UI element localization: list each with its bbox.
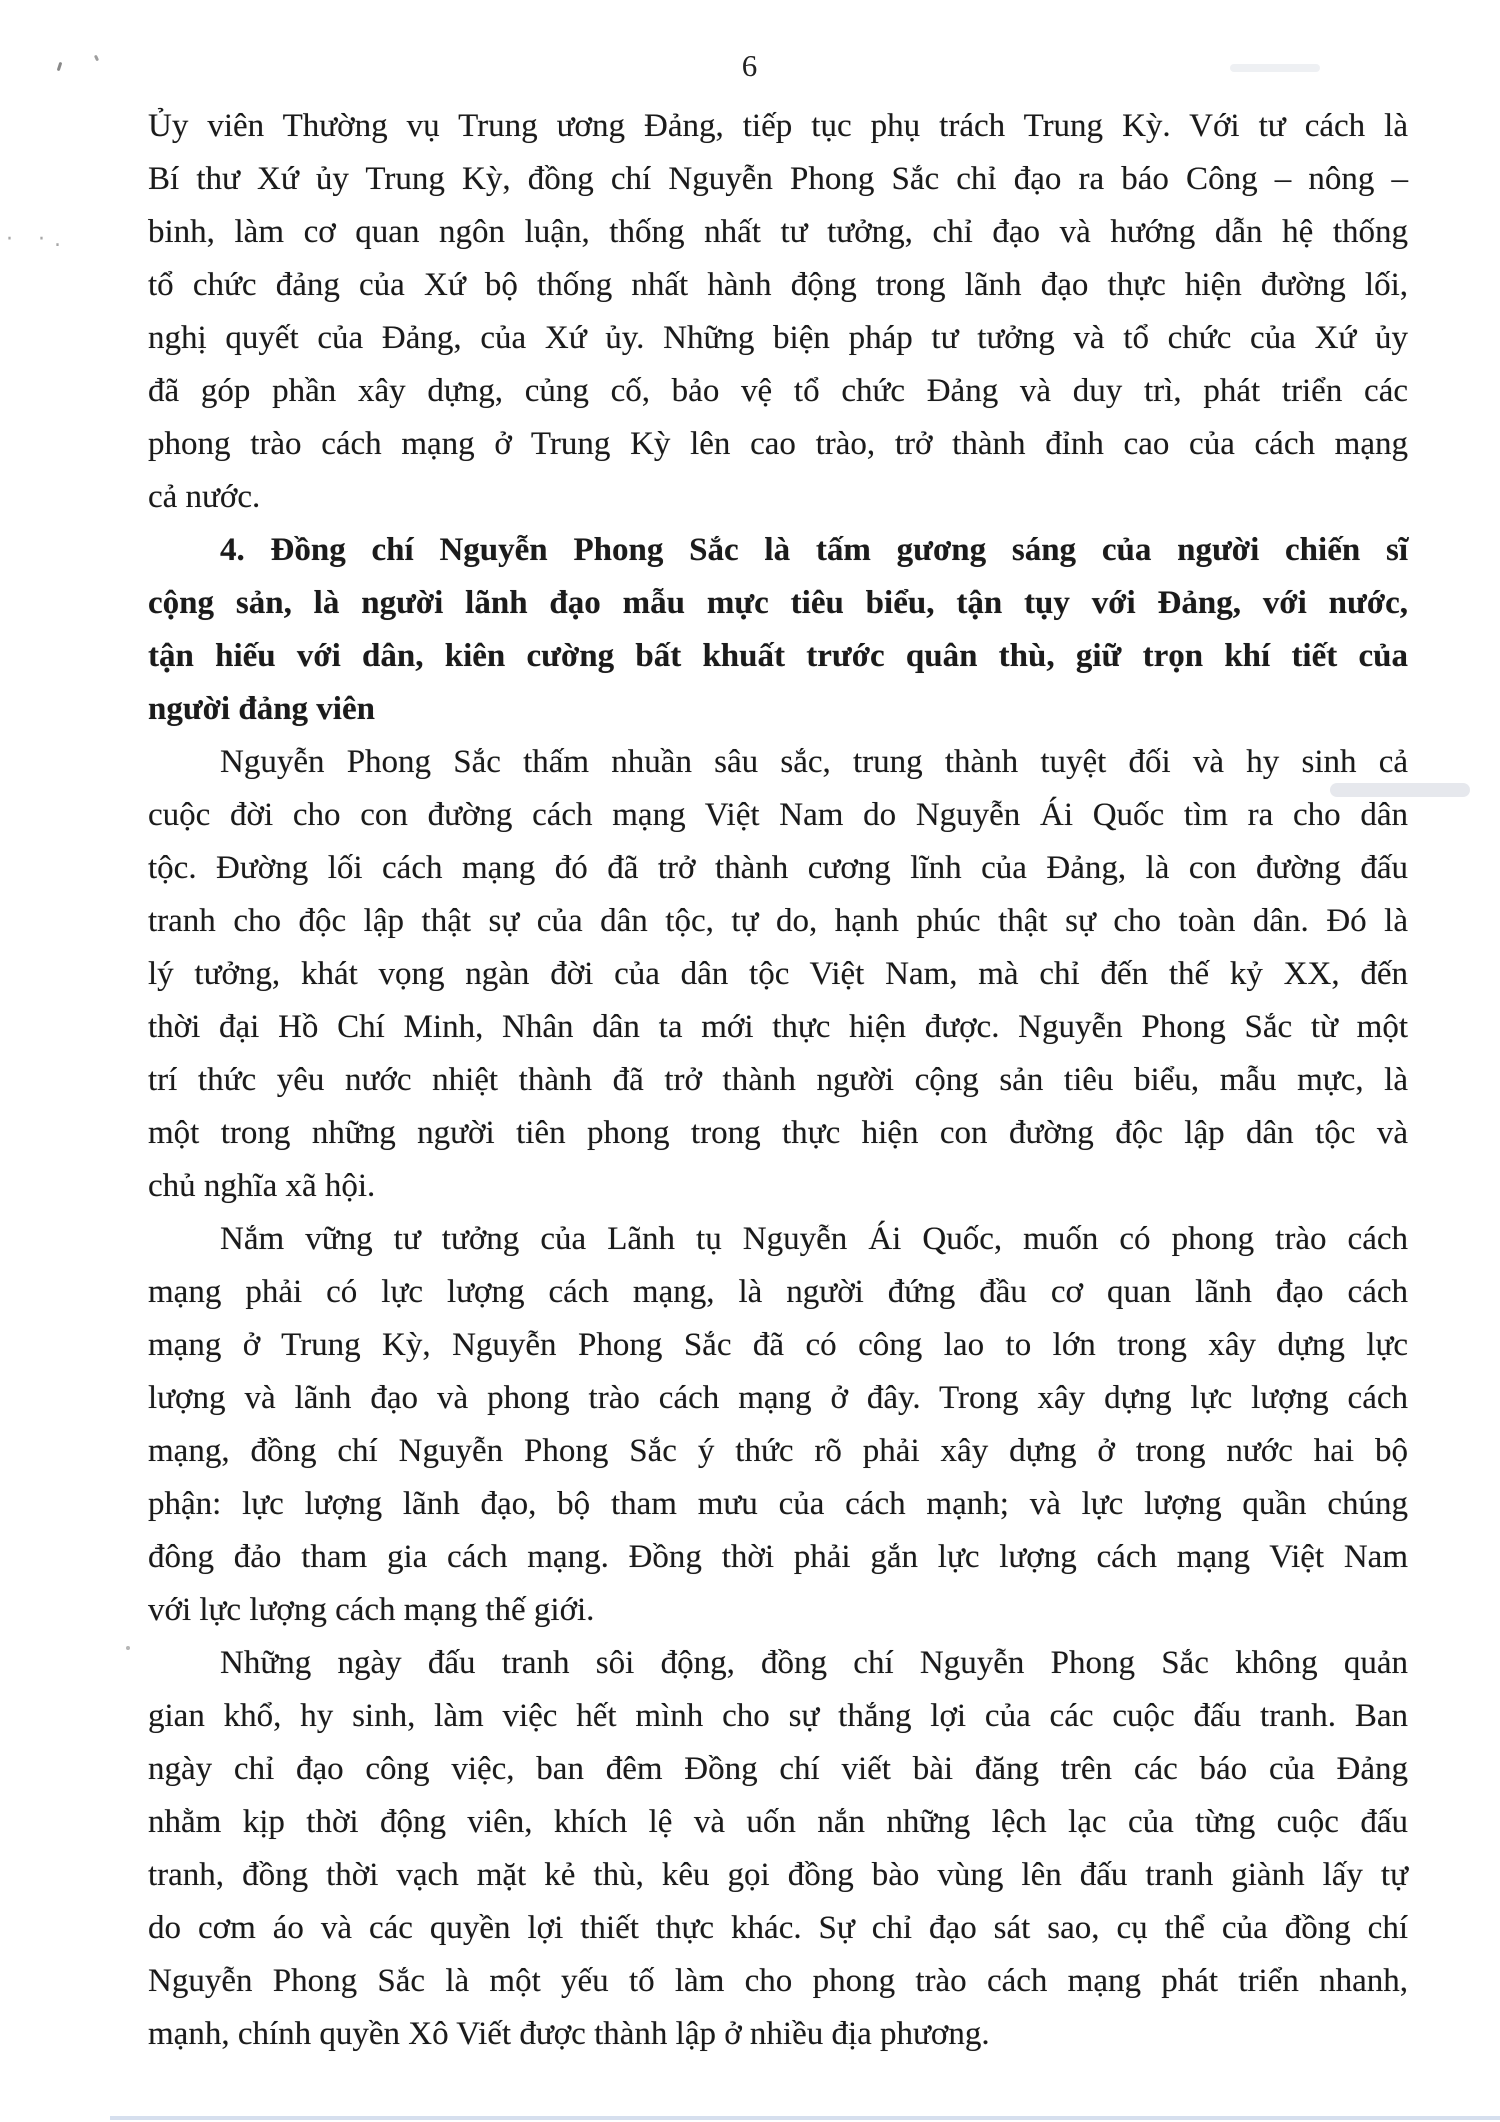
heading-line: người đảng viên (148, 691, 375, 727)
text-line: mạng ở Trung Kỳ, Nguyễn Phong Sắc đã có công lao to lớn trong xây dựng lực (148, 1327, 1408, 1363)
text-line: tranh cho độc lập thật sự của dân tộc, tự do, hạnh phúc thật sự cho toàn dân. Đó là (148, 903, 1408, 939)
page-number: 6 (741, 48, 759, 83)
text-line: trí thức yêu nước nhiệt thành đã trở thành người cộng sản tiêu biểu, mẫu mực, là (148, 1062, 1408, 1098)
text-line: nghị quyết của Đảng, của Xứ ủy. Những biện pháp tư tưởng và tổ chức của Xứ ủy (148, 320, 1408, 356)
text-line: thời đại Hồ Chí Minh, Nhân dân ta mới thực hiện được. Nguyễn Phong Sắc từ một (148, 1009, 1408, 1045)
text-line: phận: lực lượng lãnh đạo, bộ tham mưu của cách mạnh; và lực lượng quần chúng (148, 1486, 1408, 1522)
text-line: mạng phải có lực lượng cách mạng, là người đứng đầu cơ quan lãnh đạo cách (148, 1274, 1408, 1310)
text-line: Nắm vững tư tưởng của Lãnh tụ Nguyễn Ái Quốc, muốn có phong trào cách (220, 1221, 1408, 1257)
paragraph (148, 1213, 1408, 1637)
text-line: tộc. Đường lối cách mạng đó đã trở thành cương lĩnh của Đảng, là con đường đấu (148, 850, 1408, 886)
text-line: đông đảo tham gia cách mạng. Đồng thời phải gắn lực lượng cách mạng Việt Nam (148, 1539, 1408, 1575)
text-line: lượng và lãnh đạo và phong trào cách mạng ở đây. Trong xây dựng lực lượng cách (148, 1380, 1408, 1416)
text-line: mạnh, chính quyền Xô Viết được thành lập ở nhiều địa phương. (148, 2016, 990, 2052)
text-line: một trong những người tiên phong trong thực hiện con đường độc lập dân tộc và (148, 1115, 1408, 1151)
text-line: do cơm áo và các quyền lợi thiết thực khác. Sự chỉ đạo sát sao, cụ thể của đồng chí (148, 1910, 1408, 1946)
text-line: lý tưởng, khát vọng ngàn đời của dân tộc Việt Nam, mà chỉ đến thế kỷ XX, đến (148, 956, 1408, 992)
text-line: phong trào cách mạng ở Trung Kỳ lên cao trào, trở thành đỉnh cao của cách mạng (148, 426, 1408, 462)
text-line: nhằm kịp thời động viên, khích lệ và uốn nắn những lệch lạc của từng cuộc đấu (148, 1804, 1408, 1840)
heading-line: cộng sản, là người lãnh đạo mẫu mực tiêu biểu, tận tụy với Đảng, với nước, (148, 585, 1408, 621)
text-line: với lực lượng cách mạng thế giới. (148, 1592, 595, 1628)
text-line: cả nước. (148, 479, 261, 515)
document-body (148, 100, 1408, 2061)
scan-artifact-dot (126, 1646, 130, 1650)
text-line: Ủy viên Thường vụ Trung ương Đảng, tiếp tục phụ trách Trung Kỳ. Với tư cách là (148, 108, 1408, 144)
text-line: chủ nghĩa xã hội. (148, 1168, 376, 1204)
text-line: Nguyễn Phong Sắc là một yếu tố làm cho phong trào cách mạng phát triển nhanh, (148, 1963, 1408, 1999)
text-line: ngày chỉ đạo công việc, ban đêm Đồng chí viết bài đăng trên các báo của Đảng (148, 1751, 1408, 1787)
text-line: đã góp phần xây dựng, củng cố, bảo vệ tổ chức Đảng và duy trì, phát triển các (148, 373, 1408, 409)
text-line: Bí thư Xứ ủy Trung Kỳ, đồng chí Nguyễn Phong Sắc chỉ đạo ra báo Công – nông – (148, 161, 1408, 197)
paragraph (148, 100, 1408, 524)
heading-line: 4. Đồng chí Nguyễn Phong Sắc là tấm gương sáng của người chiến sĩ (220, 532, 1408, 568)
paragraph (148, 736, 1408, 1213)
text-line: binh, làm cơ quan ngôn luận, thống nhất tư tưởng, chỉ đạo và hướng dẫn hệ thống (148, 214, 1408, 250)
text-line: Những ngày đấu tranh sôi động, đồng chí Nguyễn Phong Sắc không quản (220, 1645, 1408, 1681)
text-line: mạng, đồng chí Nguyễn Phong Sắc ý thức rõ phải xây dựng ở trong nước hai bộ (148, 1433, 1408, 1469)
text-line: tổ chức đảng của Xứ bộ thống nhất hành động trong lãnh đạo thực hiện đường lối, (148, 267, 1408, 303)
scan-edge-line (110, 2116, 1500, 2120)
text-line: gian khổ, hy sinh, làm việc hết mình cho sự thắng lợi của các cuộc đấu tranh. Ban (148, 1698, 1408, 1734)
paragraph (148, 1637, 1408, 2061)
text-line: Nguyễn Phong Sắc thấm nhuần sâu sắc, trung thành tuyệt đối và hy sinh cả (220, 744, 1408, 780)
text-line: cuộc đời cho con đường cách mạng Việt Nam do Nguyễn Ái Quốc tìm ra cho dân (148, 797, 1408, 833)
heading-line: tận hiếu với dân, kiên cường bất khuất trước quân thù, giữ trọn khí tiết của (148, 638, 1408, 674)
text-line: tranh, đồng thời vạch mặt kẻ thù, kêu gọi đồng bào vùng lên đấu tranh giành lấy tự (148, 1857, 1408, 1893)
scan-artifact-dots: · ·. (6, 227, 70, 252)
section-heading (148, 524, 1408, 736)
